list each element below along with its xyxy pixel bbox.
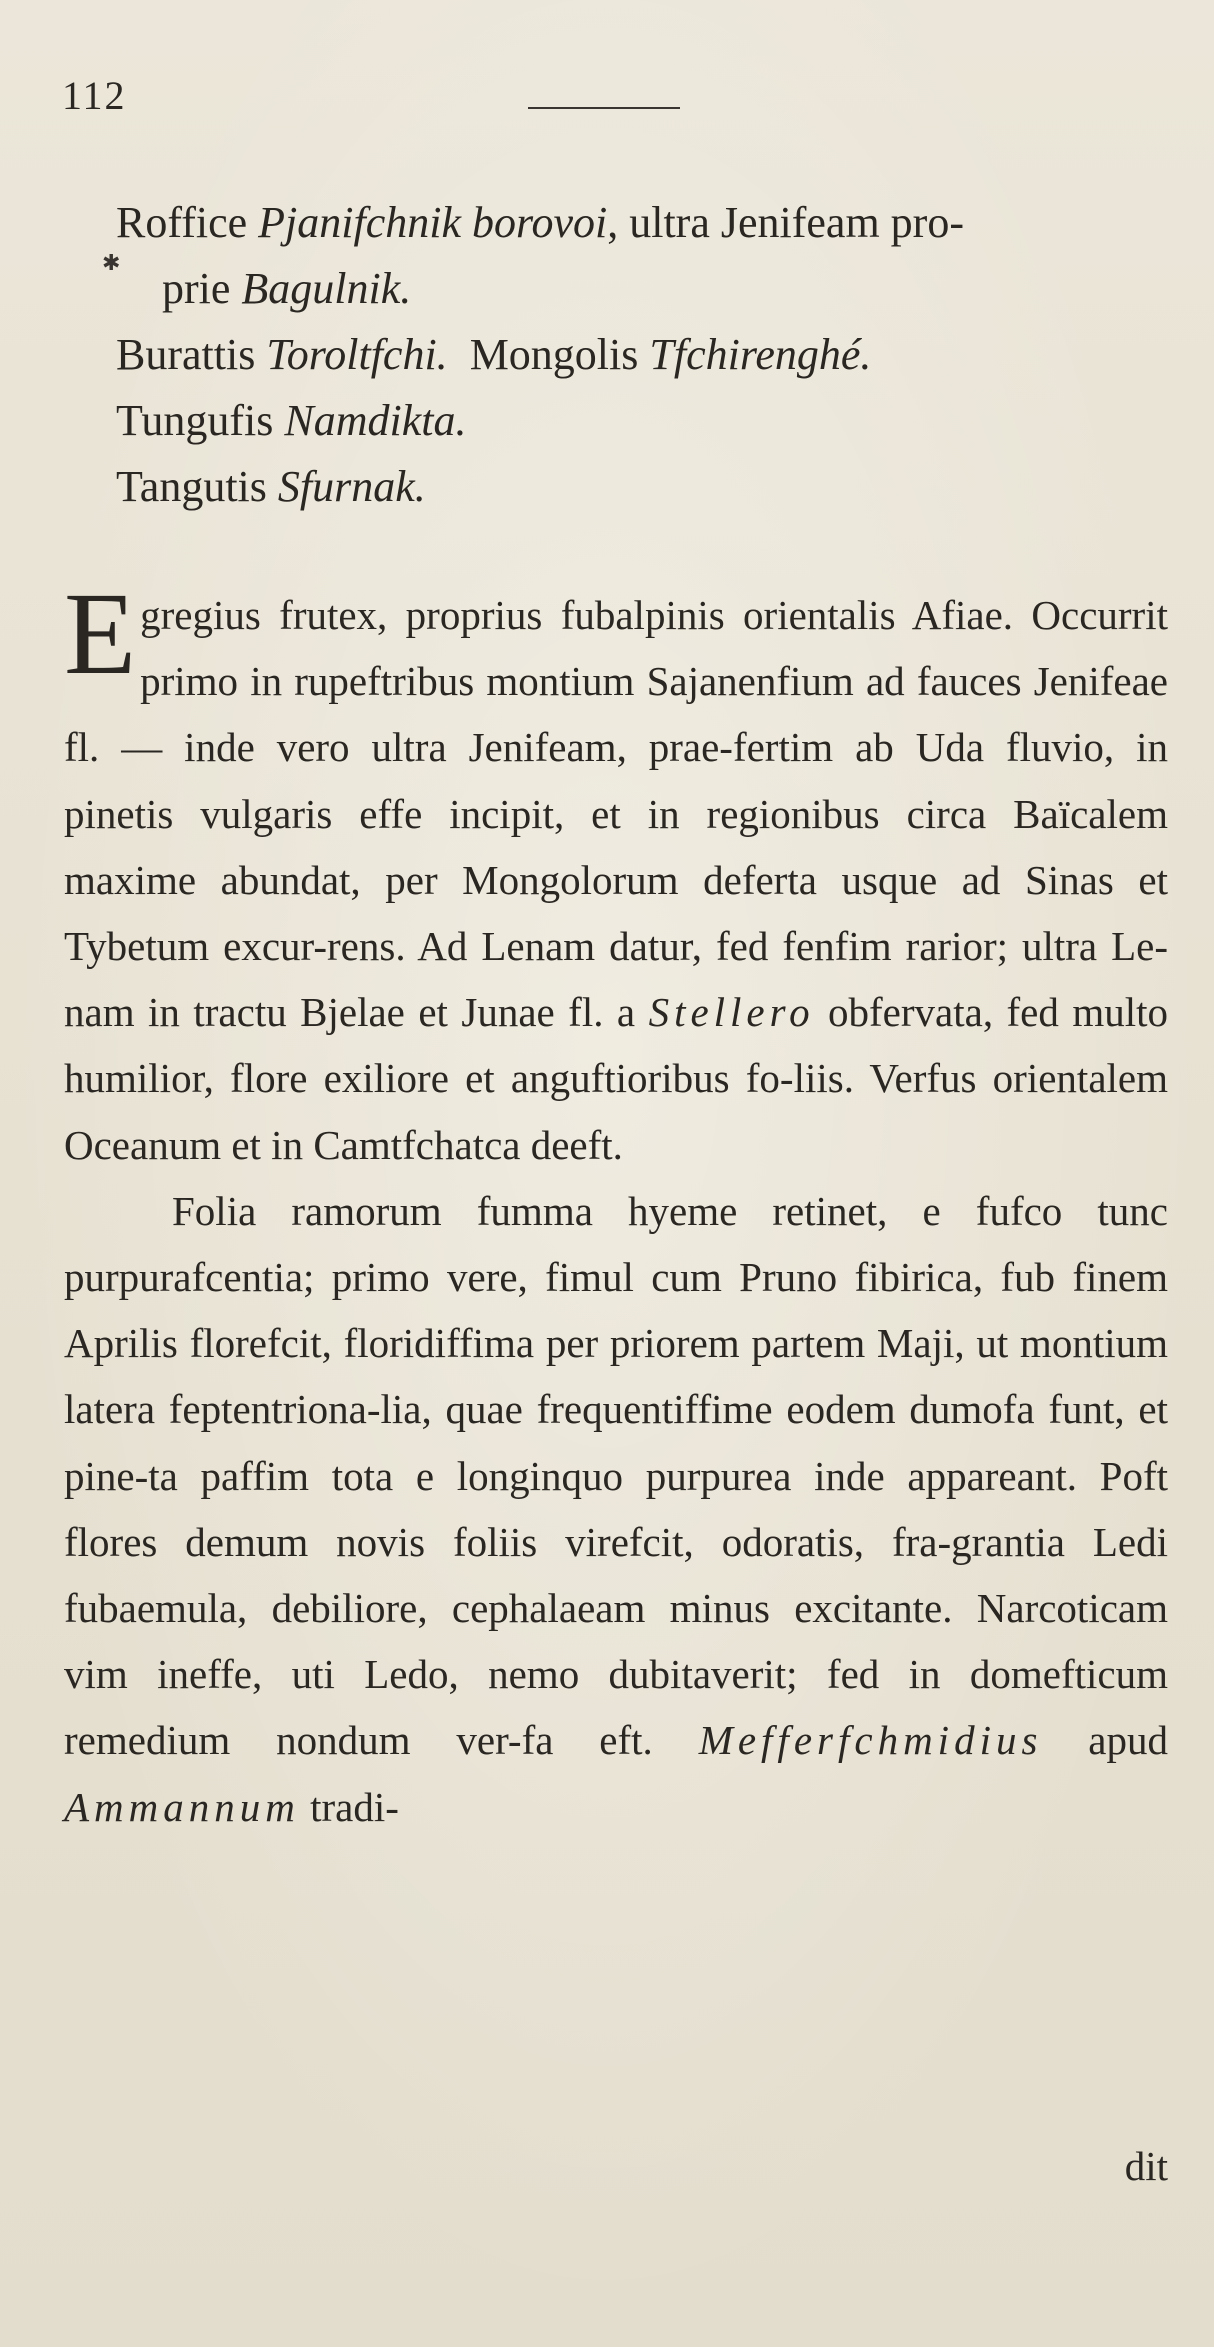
names-line-1: Roffice Pjanifchnik borovoi, ultra Jenifeam pro- (116, 198, 964, 247)
italic-name: Namdikta. (284, 396, 467, 445)
italic-name: Toroltfchi. (266, 330, 448, 379)
names-line-5: Tangutis Sfurnak. (116, 462, 426, 511)
italic-name: Sfurnak. (277, 462, 426, 511)
names-line-2: prie Bagulnik. (162, 264, 412, 313)
author-name: Mefferfchmidius (698, 1717, 1043, 1764)
drop-cap: E (64, 568, 137, 699)
body-text (64, 568, 1169, 1840)
italic-name: Pjanifchnik borovoi (258, 198, 608, 247)
author-name: Ammannum (64, 1783, 300, 1830)
names-line-4: Tungufis Namdikta. (116, 396, 467, 445)
italic-name: Tfchirenghé. (649, 330, 872, 379)
paragraph-1: Egregius frutex, proprius fubalpinis orientalis Afiae. Occurrit primo in rupeftribus montium Sajanenfium ad fauces Jenifeae fl. — inde vero ultra Jenifeam, prae-fertim ab Uda fluvio, in pinetis vulgaris effe incipit, et in regionibus circa Baïcalem maxime abundat, per Mongolorum deferta usque ad Sinas et Tybetum excur-rens. Ad Lenam datur, fed fenfim rarior; ultra Le-nam in tractu Bjelae et Junae fl. a Stellero obfervata, fed multo humilior, flore exiliore et anguftioribus fo-liis. Verfus orientalem Oceanum et in Camtfchatca deeft. (64, 568, 1168, 1168)
asterisk-mark: ✱ (102, 250, 121, 275)
italic-name: Bagulnik. (241, 264, 412, 313)
catchword: dit (1124, 2143, 1168, 2189)
paragraph-2: Folia ramorum fumma hyeme retinet, e fufco tunc purpurafcentia; primo vere, fimul cum Pruno fibirica, fub finem Aprilis florefcit, floridiffima per priorem partem Maji, ut montium latera feptentriona-lia, quae frequentiffime eodem dumofa funt, et pine-ta paffim tota e longinquo purpurea inde appareant. Poft flores demum novis foliis virefcit, odoratis, fra-grantia Ledi fubaemula, debiliore, cephalaeam minus excitante. Narcoticam vim ineffe, uti Ledo, nemo dubitaverit; fed in domefticum remedium nondum ver-fa eft. Mefferfchmidius apud Ammannum tradi- (64, 1187, 1169, 1830)
names-line-3: Burattis Toroltfchi. Mongolis Tfchirenghé. (116, 330, 872, 379)
author-name: Stellero (648, 989, 815, 1036)
page-number: 112 (62, 73, 127, 118)
vernacular-names-block (116, 190, 1116, 520)
header-rule (528, 107, 680, 109)
